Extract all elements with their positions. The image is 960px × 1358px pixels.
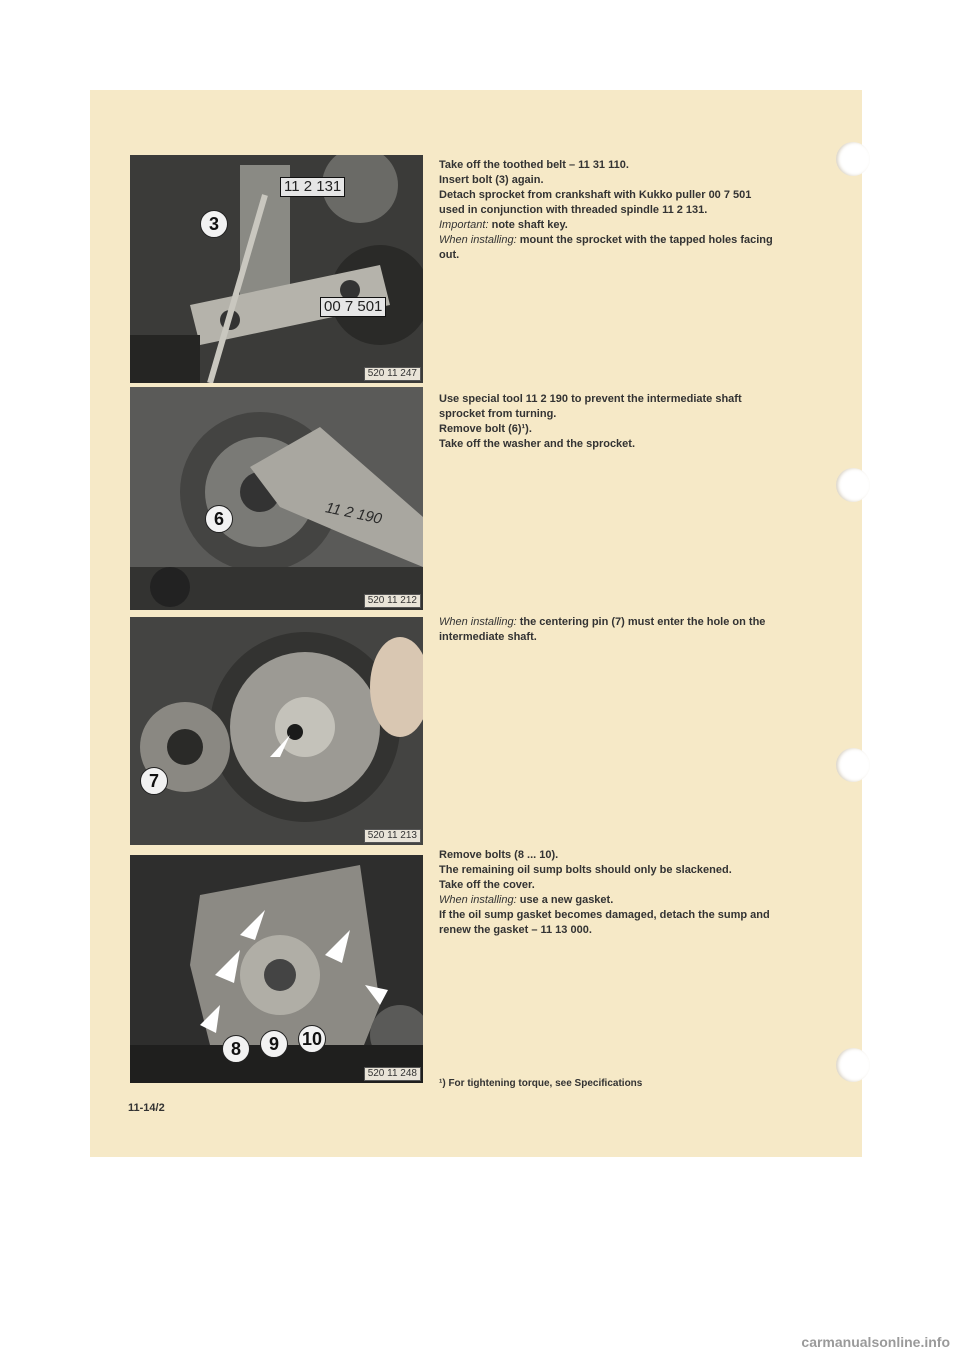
punch-hole bbox=[836, 1048, 870, 1082]
instruction-line: Remove bolts (8 ... 10). bbox=[439, 849, 559, 861]
step-3-text bbox=[439, 615, 779, 645]
footnote: ¹) For tightening torque, see Specifications bbox=[439, 1078, 643, 1089]
callout-9: 9 bbox=[260, 1030, 288, 1058]
tool-engraving: 11 2 190 bbox=[323, 499, 384, 528]
watermark: carmanualsonline.info bbox=[801, 1334, 950, 1350]
callout-6: 6 bbox=[205, 505, 233, 533]
photo-centering-pin-image bbox=[130, 617, 423, 845]
note-label: When installing: bbox=[439, 894, 517, 906]
tool-label: 11 2 131 bbox=[280, 177, 345, 197]
instruction-line: Detach sprocket from crankshaft with Kukko puller 00 7 501 used in conjunction with threaded spindle 11 2 131. bbox=[439, 189, 752, 216]
photo-cover-bolts bbox=[130, 855, 423, 1083]
step-2-text bbox=[439, 392, 779, 452]
callout-8: 8 bbox=[222, 1035, 250, 1063]
punch-hole bbox=[836, 142, 870, 176]
photo-centering-pin bbox=[130, 617, 423, 845]
callout-7: 7 bbox=[140, 767, 168, 795]
punch-hole bbox=[836, 468, 870, 502]
instruction-line: Take off the cover. bbox=[439, 879, 535, 891]
instruction-line: Use special tool 11 2 190 to prevent the intermediate shaft sprocket from turning. bbox=[439, 393, 742, 420]
photo-code: 520 11 212 bbox=[364, 594, 421, 608]
instruction-line: Insert bolt (3) again. bbox=[439, 174, 544, 186]
photo-code: 520 11 248 bbox=[364, 1067, 421, 1081]
note-label: When installing: bbox=[439, 616, 517, 628]
note-line bbox=[439, 218, 779, 233]
step-1-text bbox=[439, 158, 779, 263]
note-text: use a new gasket. bbox=[519, 894, 614, 906]
tool-label: 00 7 501 bbox=[320, 297, 386, 317]
photo-intermediate-sprocket bbox=[130, 387, 423, 610]
instruction-line: If the oil sump gasket becomes damaged, detach the sump and renew the gasket – 11 13 000. bbox=[439, 909, 770, 936]
photo-puller-image bbox=[130, 155, 423, 383]
photo-intermediate-sprocket-image bbox=[130, 387, 423, 610]
note-text: mount the sprocket with the tapped holes facing out. bbox=[439, 234, 773, 261]
note-text: the centering pin (7) must enter the hole on the intermediate shaft. bbox=[439, 616, 766, 643]
instruction-line: Take off the washer and the sprocket. bbox=[439, 438, 636, 450]
step-4-text bbox=[439, 848, 779, 938]
photo-code: 520 11 213 bbox=[364, 829, 421, 843]
note-line bbox=[439, 893, 779, 908]
manual-page bbox=[90, 90, 862, 1157]
callout-3: 3 bbox=[200, 210, 228, 238]
callout-10: 10 bbox=[298, 1025, 326, 1053]
punch-hole bbox=[836, 748, 870, 782]
note-line bbox=[439, 233, 779, 263]
instruction-line: Remove bolt (6)¹). bbox=[439, 423, 532, 435]
photo-code: 520 11 247 bbox=[364, 367, 421, 381]
note-label: When installing: bbox=[439, 234, 517, 246]
photo-puller bbox=[130, 155, 423, 383]
instruction-line: Take off the toothed belt – 11 31 110. bbox=[439, 159, 629, 171]
note-line bbox=[439, 615, 779, 645]
instruction-line: The remaining oil sump bolts should only be slackened. bbox=[439, 864, 732, 876]
note-text: note shaft key. bbox=[491, 219, 568, 231]
page-number: 11-14/2 bbox=[128, 1102, 165, 1114]
note-label: Important: bbox=[439, 219, 489, 231]
